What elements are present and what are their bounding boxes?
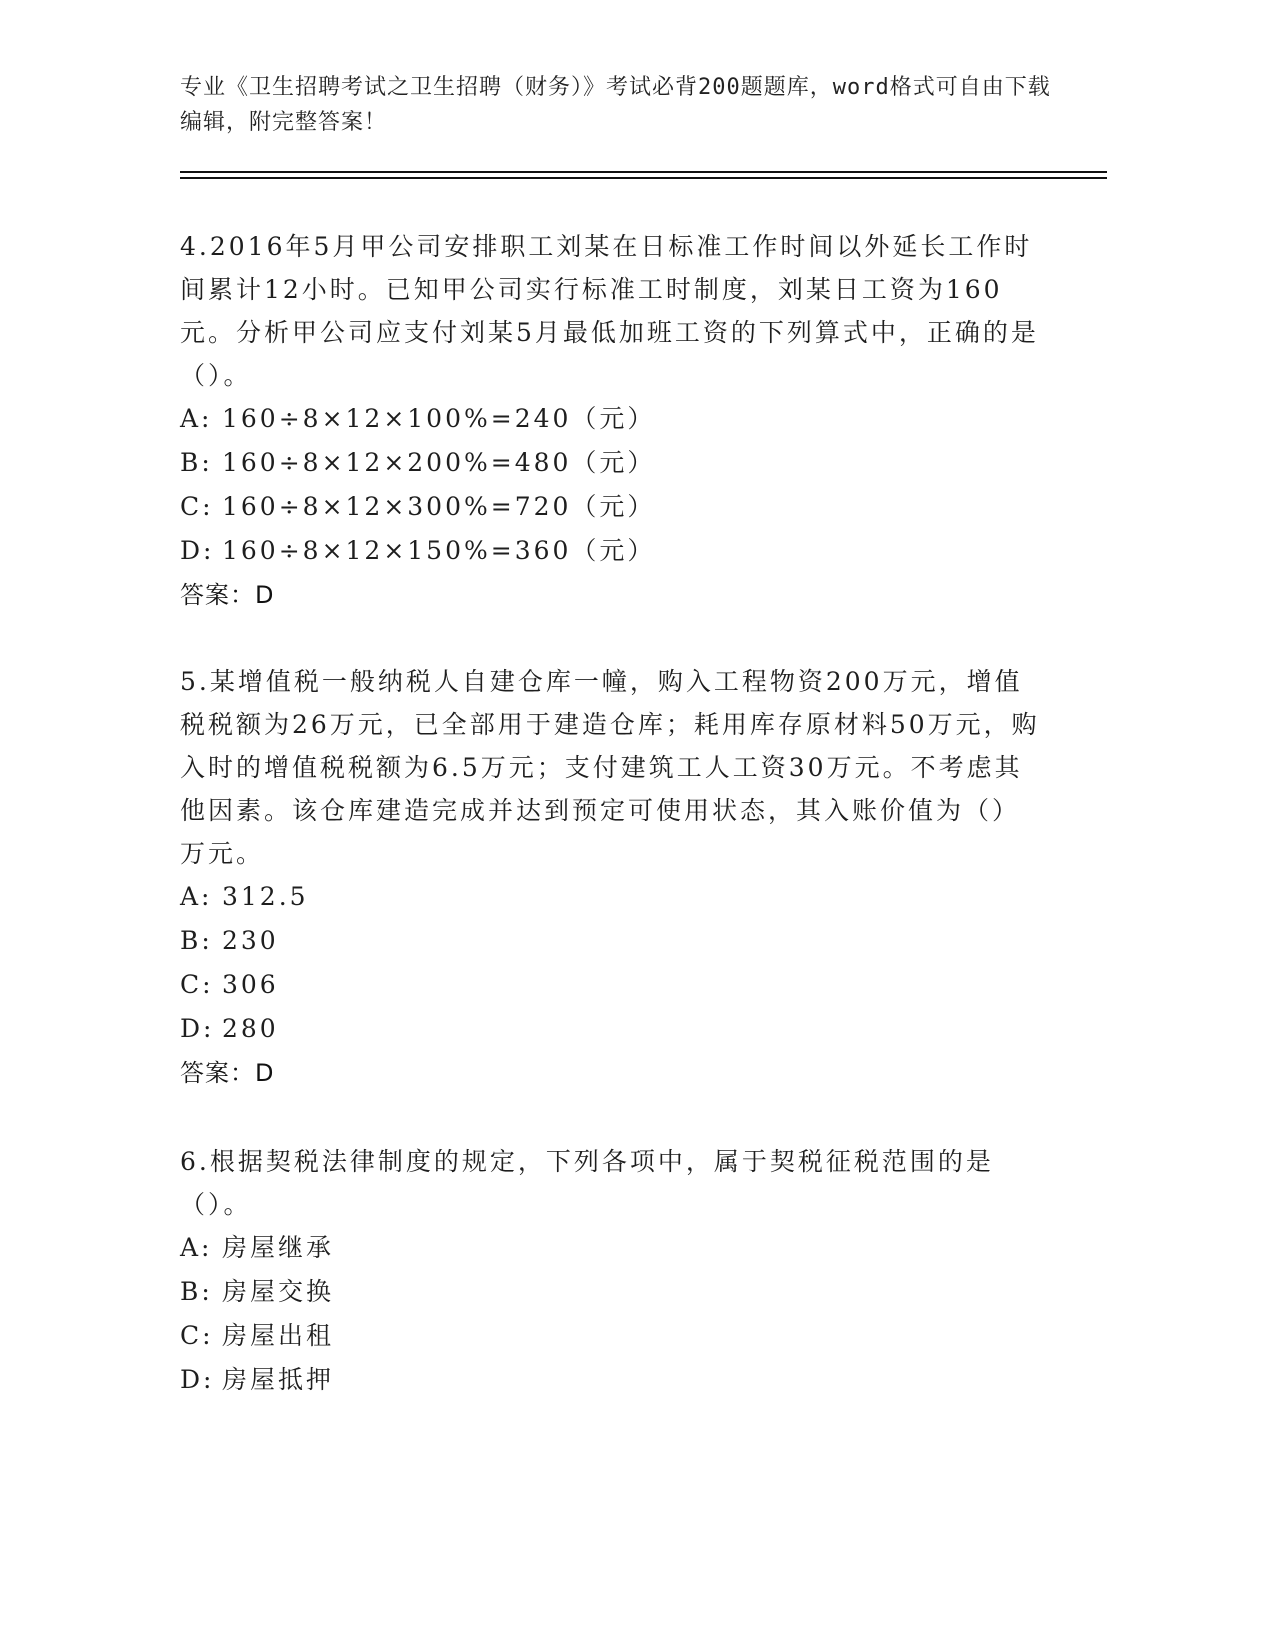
option-a: [180, 1226, 1040, 1270]
option-label: D:: [180, 1014, 215, 1043]
option-text: 160÷8×12×150%=360（元）: [222, 536, 656, 565]
option-a: [180, 875, 1040, 919]
option-c: [180, 1314, 1040, 1358]
option-text: 280: [222, 1014, 279, 1043]
option-label: B:: [180, 448, 213, 477]
option-label: C:: [180, 492, 214, 521]
option-b: [180, 441, 1040, 485]
header-divider-top: [180, 171, 1107, 173]
option-label: B:: [180, 926, 213, 955]
option-label: B:: [180, 1277, 213, 1306]
option-text: 306: [222, 970, 279, 999]
option-b: [180, 1270, 1040, 1314]
question-stem: 6.根据契税法律制度的规定，下列各项中，属于契税征税范围的是（）。: [180, 1147, 994, 1219]
document-header: 专业《卫生招聘考试之卫生招聘（财务）》考试必背200题题库，word格式可自由下载编辑，附完整答案！: [180, 75, 1051, 135]
question-stem: 5.某增值税一般纳税人自建仓库一幢，购入工程物资200万元，增值税税额为26万元，已全部用于建造仓库；耗用库存原材料50万元，购入时的增值税税额为6.5万元；支付建筑工人工资30万元。不考虑其他因素。该仓库建造完成并达到预定可使用状态，其入账价值为（）万元。: [180, 667, 1040, 868]
option-label: D:: [180, 1365, 215, 1394]
answer-line: 答案：D: [180, 1059, 275, 1087]
option-text: 160÷8×12×300%=720（元）: [222, 492, 656, 521]
option-c: [180, 485, 1040, 529]
option-d: [180, 1358, 1040, 1402]
header-divider-bottom: [180, 177, 1107, 179]
option-d: [180, 1007, 1040, 1051]
question-stem: 4.2016年5月甲公司安排职工刘某在日标准工作时间以外延长工作时间累计12小时。已知甲公司实行标准工时制度，刘某日工资为160元。分析甲公司应支付刘某5月最低加班工资的下列算式中，正确的是（）。: [180, 232, 1039, 390]
option-text: 房屋继承: [222, 1233, 335, 1262]
option-label: A:: [180, 1233, 213, 1262]
option-label: A:: [180, 404, 213, 433]
answer-line: 答案：D: [180, 581, 275, 609]
option-text: 房屋抵押: [222, 1365, 335, 1394]
option-text: 160÷8×12×200%=480（元）: [222, 448, 656, 477]
option-label: C:: [180, 1321, 214, 1350]
option-text: 房屋出租: [222, 1321, 335, 1350]
option-label: A:: [180, 882, 213, 911]
option-d: [180, 529, 1040, 573]
option-text: 房屋交换: [222, 1277, 335, 1306]
option-label: D:: [180, 536, 215, 565]
option-c: [180, 963, 1040, 1007]
question-block: [180, 1140, 1040, 1402]
option-text: 230: [222, 926, 279, 955]
option-text: 312.5: [222, 882, 309, 911]
option-text: 160÷8×12×100%=240（元）: [222, 404, 656, 433]
option-label: C:: [180, 970, 214, 999]
question-block: [180, 225, 1040, 617]
option-b: [180, 919, 1040, 963]
option-a: [180, 397, 1040, 441]
question-block: [180, 660, 1040, 1095]
